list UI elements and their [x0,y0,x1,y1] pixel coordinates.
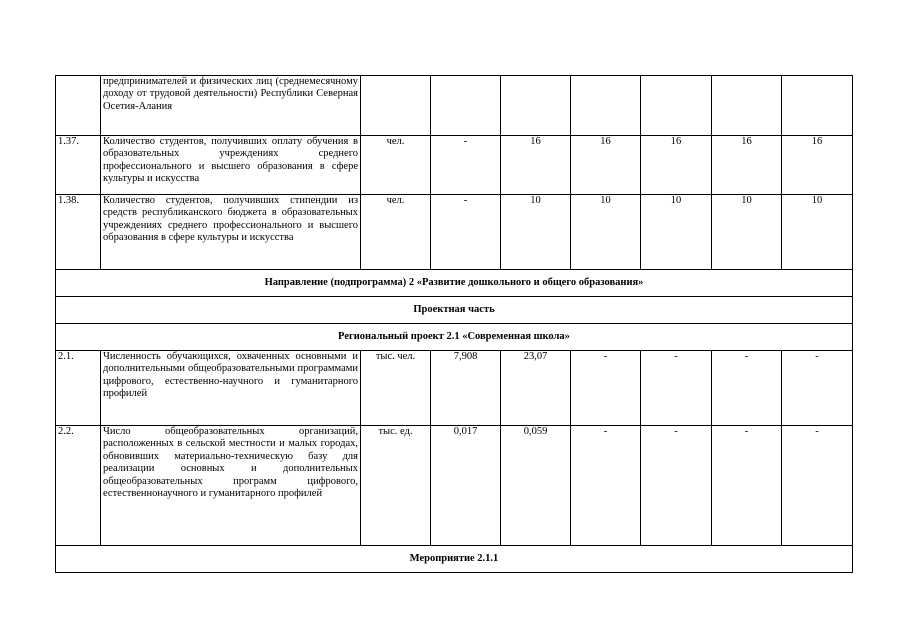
unit-cell: чел. [361,136,431,195]
row-number: 1.37. [56,136,101,195]
value-cell: - [641,426,712,546]
value-cell: 7,908 [431,351,501,426]
value-cell: 23,07 [501,351,571,426]
section-row [56,546,853,573]
value-cell: 16 [571,136,641,195]
direction-heading: Направление (подпрограмма) 2 «Развитие дошкольного и общего образования» [56,270,853,297]
value-cell: 16 [712,136,782,195]
value-cell: 10 [782,195,853,270]
table-row [56,426,853,546]
value-cell [641,76,712,136]
value-cell: 16 [501,136,571,195]
value-cell: - [712,351,782,426]
value-cell [712,76,782,136]
table-row [56,195,853,270]
section-row [56,297,853,324]
unit-cell [361,76,431,136]
unit-cell: чел. [361,195,431,270]
value-cell: - [782,351,853,426]
row-number: 1.38. [56,195,101,270]
row-number: 2.1. [56,351,101,426]
table-row [56,351,853,426]
value-cell: - [571,426,641,546]
value-cell [431,76,501,136]
value-cell [501,76,571,136]
value-cell: 10 [501,195,571,270]
value-cell: - [431,195,501,270]
section-row [56,270,853,297]
value-cell [571,76,641,136]
regional-project-heading: Региональный проект 2.1 «Современная школа» [56,324,853,351]
value-cell: 10 [641,195,712,270]
value-cell: 10 [571,195,641,270]
project-part-heading: Проектная часть [56,297,853,324]
value-cell: - [641,351,712,426]
value-cell: 10 [712,195,782,270]
row-number: 2.2. [56,426,101,546]
value-cell: - [571,351,641,426]
event-heading: Мероприятие 2.1.1 [56,546,853,573]
value-cell: 16 [782,136,853,195]
value-cell: 0,017 [431,426,501,546]
indicators-table [55,75,853,573]
unit-cell: тыс. ед. [361,426,431,546]
value-cell: - [712,426,782,546]
value-cell: - [782,426,853,546]
table-row [56,136,853,195]
indicator-name: Численность обучающихся, охваченных основными и дополнительными общеобразовательными программами цифрового, естественно-научного и гуманитарного профилей [101,351,361,426]
value-cell: - [431,136,501,195]
value-cell: 16 [641,136,712,195]
unit-cell: тыс. чел. [361,351,431,426]
section-row [56,324,853,351]
indicator-name: Количество студентов, получивших оплату обучения в образовательных учреждениях среднего профессионального и высшего образования в сфере культуры и искусства [101,136,361,195]
value-cell: 0,059 [501,426,571,546]
indicator-name: Число общеобразовательных организаций, расположенных в сельской местности и малых городах, обновивших материально-техническую базу для реализации основных и дополнительных общеобразовательных программ цифрового, естественнонаучного и гуманитарного профилей [101,426,361,546]
row-number [56,76,101,136]
indicator-name: предпринимателей и физических лиц (среднемесячному доходу от трудовой деятельности) Республики Северная Осетия-Алания [101,76,361,136]
indicator-name: Количество студентов, получивших стипендии из средств республиканского бюджета в образовательных учреждениях среднего профессионального и высшего образования в сфере культуры и искусства [101,195,361,270]
value-cell [782,76,853,136]
table-row [56,76,853,136]
